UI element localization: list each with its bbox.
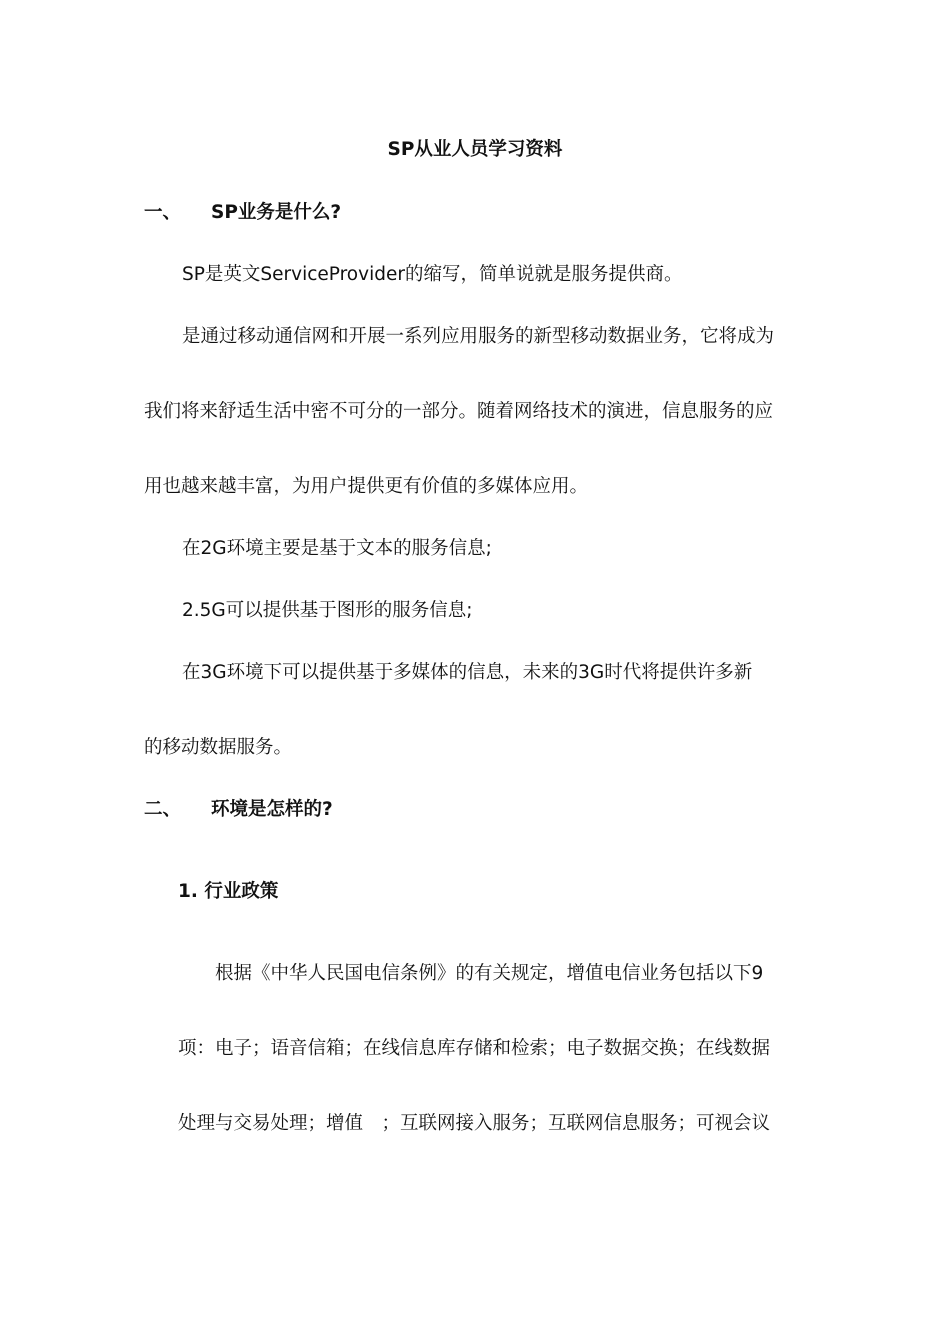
paragraph-line: 项：电子；语音信箱；在线信息库存储和检索；电子数据交换；在线数据 — [178, 1038, 771, 1059]
paragraph-line: 在3G环境下可以提供基于多媒体的信息，未来的3G时代将提供许多新 — [182, 662, 753, 683]
paragraph-line: 的移动数据服务。 — [144, 737, 293, 758]
section-1-number: 一、 — [144, 202, 182, 223]
section-1-title: SP业务是什么? — [211, 202, 342, 223]
paragraph-line: 我们将来舒适生活中密不可分的一部分。随着网络技术的演进，信息服务的应 — [144, 401, 774, 422]
paragraph-line: 是通过移动通信网和开展一系列应用服务的新型移动数据业务，它将成为 — [182, 326, 775, 347]
paragraph-line: SP是英文ServiceProvider的缩写，简单说就是服务提供商。 — [182, 264, 683, 285]
document-title: SP从业人员学习资料 — [387, 139, 563, 160]
subsection-heading: 1. 行业政策 — [178, 881, 279, 902]
section-2-title: 环境是怎样的? — [211, 799, 333, 820]
paragraph-line: 根据《中华人民国电信条例》的有关规定，增值电信业务包括以下9 — [215, 963, 764, 984]
section-2-number: 二、 — [144, 799, 182, 820]
paragraph-line: 处理与交易处理；增值 ；互联网接入服务；互联网信息服务；可视会议 — [178, 1113, 771, 1134]
paragraph-line: 用也越来越丰富，为用户提供更有价值的多媒体应用。 — [144, 476, 589, 497]
paragraph-line: 在2G环境主要是基于文本的服务信息; — [182, 538, 492, 559]
paragraph-line: 2.5G可以提供基于图形的服务信息; — [182, 600, 473, 621]
